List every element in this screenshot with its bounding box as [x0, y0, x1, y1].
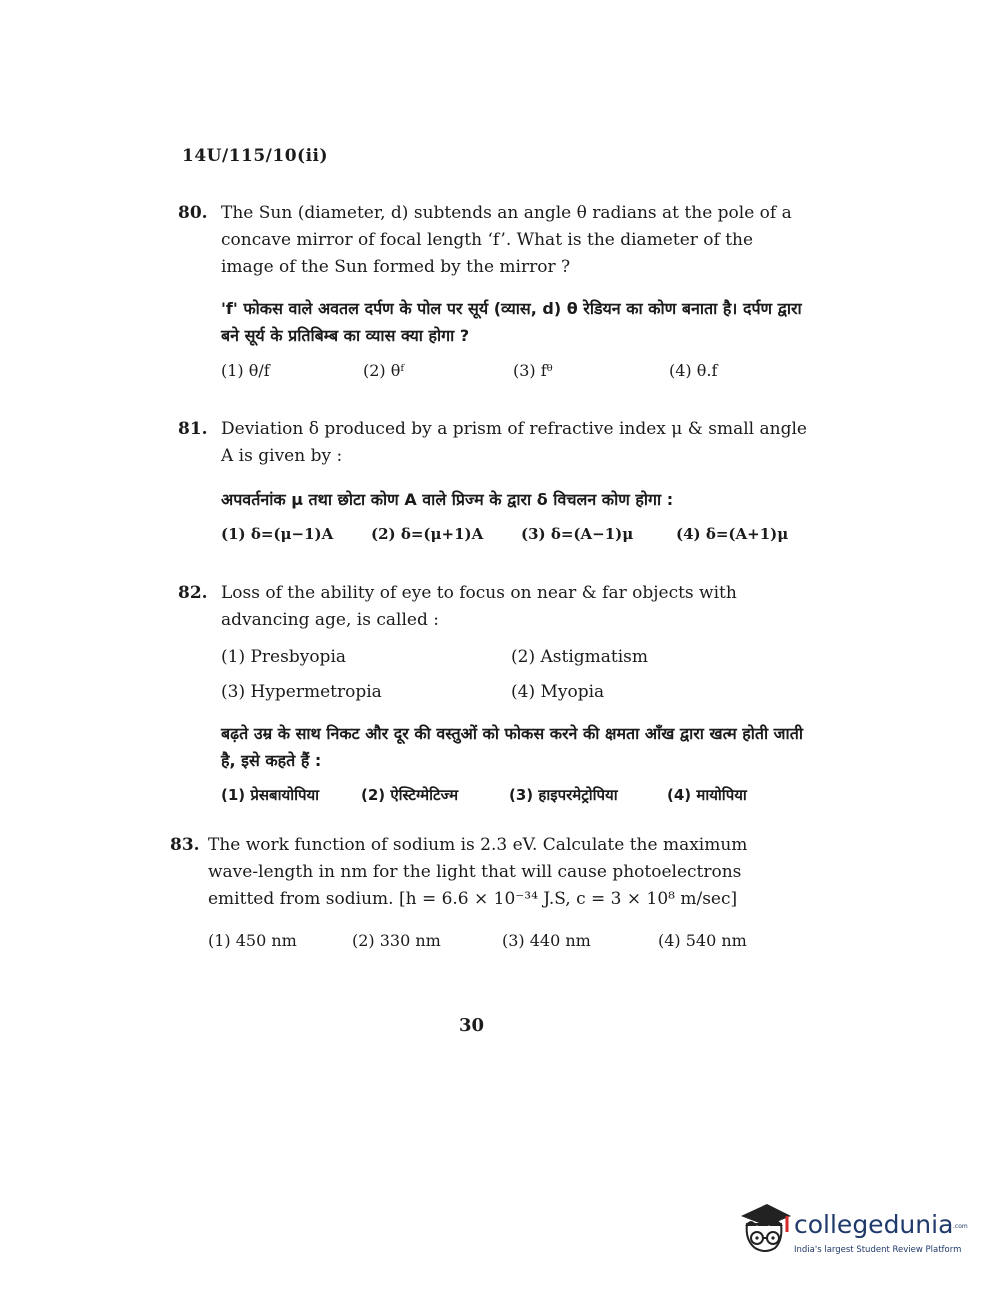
question-number: 83. [170, 835, 200, 855]
option-4-hindi: (4) मायोपिया [667, 786, 747, 804]
option-1: (1) 450 nm [208, 931, 297, 950]
option-3-hindi: (3) हाइपरमेट्रोपिया [509, 786, 618, 804]
option-4: (4) δ=(A+1)μ [676, 525, 789, 543]
option-2: (2) 330 nm [352, 931, 441, 950]
option-3: (3) 440 nm [502, 931, 591, 950]
option-3: (3) Hypermetropia [221, 682, 382, 702]
graduate-mascot-icon [737, 1198, 793, 1268]
page-number: 30 [459, 1015, 485, 1036]
question-text-english: Loss of the ability of eye to focus on near & far objects with advancing age, is called : [221, 583, 737, 630]
question-83 [170, 832, 800, 954]
logo-wordmark: collegedunia [794, 1210, 954, 1239]
option-4: (4) θ.f [669, 361, 718, 380]
options-row-hindi [221, 782, 808, 809]
options-row [208, 927, 800, 954]
question-81 [178, 416, 808, 548]
question-text-english: Deviation δ produced by a prism of refractive index μ & small angle A is given by : [221, 419, 807, 466]
question-82 [178, 580, 808, 809]
option-3: (3) δ=(A−1)μ [521, 525, 634, 543]
option-2-hindi: (2) ऐस्टिग्मेटिज्म [361, 786, 459, 804]
option-1: (1) δ=(μ−1)A [221, 525, 334, 543]
option-1: (1) Presbyopia [221, 647, 347, 667]
question-text-hindi: 'f' फोकस वाले अवतल दर्पण के पोल पर सूर्य (व्यास, d) θ रेडियन का कोण बनाता है। दर्पण द्वारा बने सूर्य के प्रतिबिम्ब का व्यास क्या होगा ? [221, 299, 802, 345]
question-text-hindi: अपवर्तनांक μ तथा छोटा कोण A वाले प्रिज्म के द्वारा δ विचलन कोण होगा : [221, 490, 674, 509]
option-4: (4) Myopia [511, 682, 605, 702]
question-number: 81. [178, 419, 208, 439]
question-number: 80. [178, 203, 208, 223]
question-text-hindi: बढ़ते उम्र के साथ निकट और दूर की वस्तुओं को फोकस करने की क्षमता आँख द्वारा खत्म होती जाती है, इसे कहते हैं : [221, 724, 803, 770]
options-row [221, 521, 808, 548]
question-text-english: The work function of sodium is 2.3 eV. Calculate the maximum wave-length in nm for the light that will cause photoelectrons emitted from sodium. [h = 6.6 × 10⁻³⁴ J.S, c = 3 × 10⁸ m/sec] [208, 835, 748, 909]
option-2: (2) Astigmatism [511, 647, 649, 667]
question-80 [178, 200, 808, 384]
option-3: (3) fᶿ [513, 361, 553, 380]
question-number: 82. [178, 583, 208, 603]
collegedunia-logo [737, 1198, 968, 1268]
option-2: (2) δ=(μ+1)A [371, 525, 484, 543]
option-4: (4) 540 nm [658, 931, 747, 950]
option-1: (1) θ/f [221, 361, 270, 380]
logo-tagline: India's largest Student Review Platform [794, 1245, 962, 1255]
options-grid-english [221, 644, 808, 706]
option-1-hindi: (1) प्रेसबायोपिया [221, 786, 320, 804]
logo-domain: .com [953, 1223, 968, 1230]
options-row [221, 357, 808, 384]
paper-code: 14U/115/10(ii) [182, 146, 329, 166]
question-text-english: The Sun (diameter, d) subtends an angle θ radians at the pole of a concave mirror of focal length ‘f’. What is the diameter of the image of the Sun formed by the mirror ? [221, 203, 792, 277]
option-2: (2) θᶠ [363, 361, 404, 380]
